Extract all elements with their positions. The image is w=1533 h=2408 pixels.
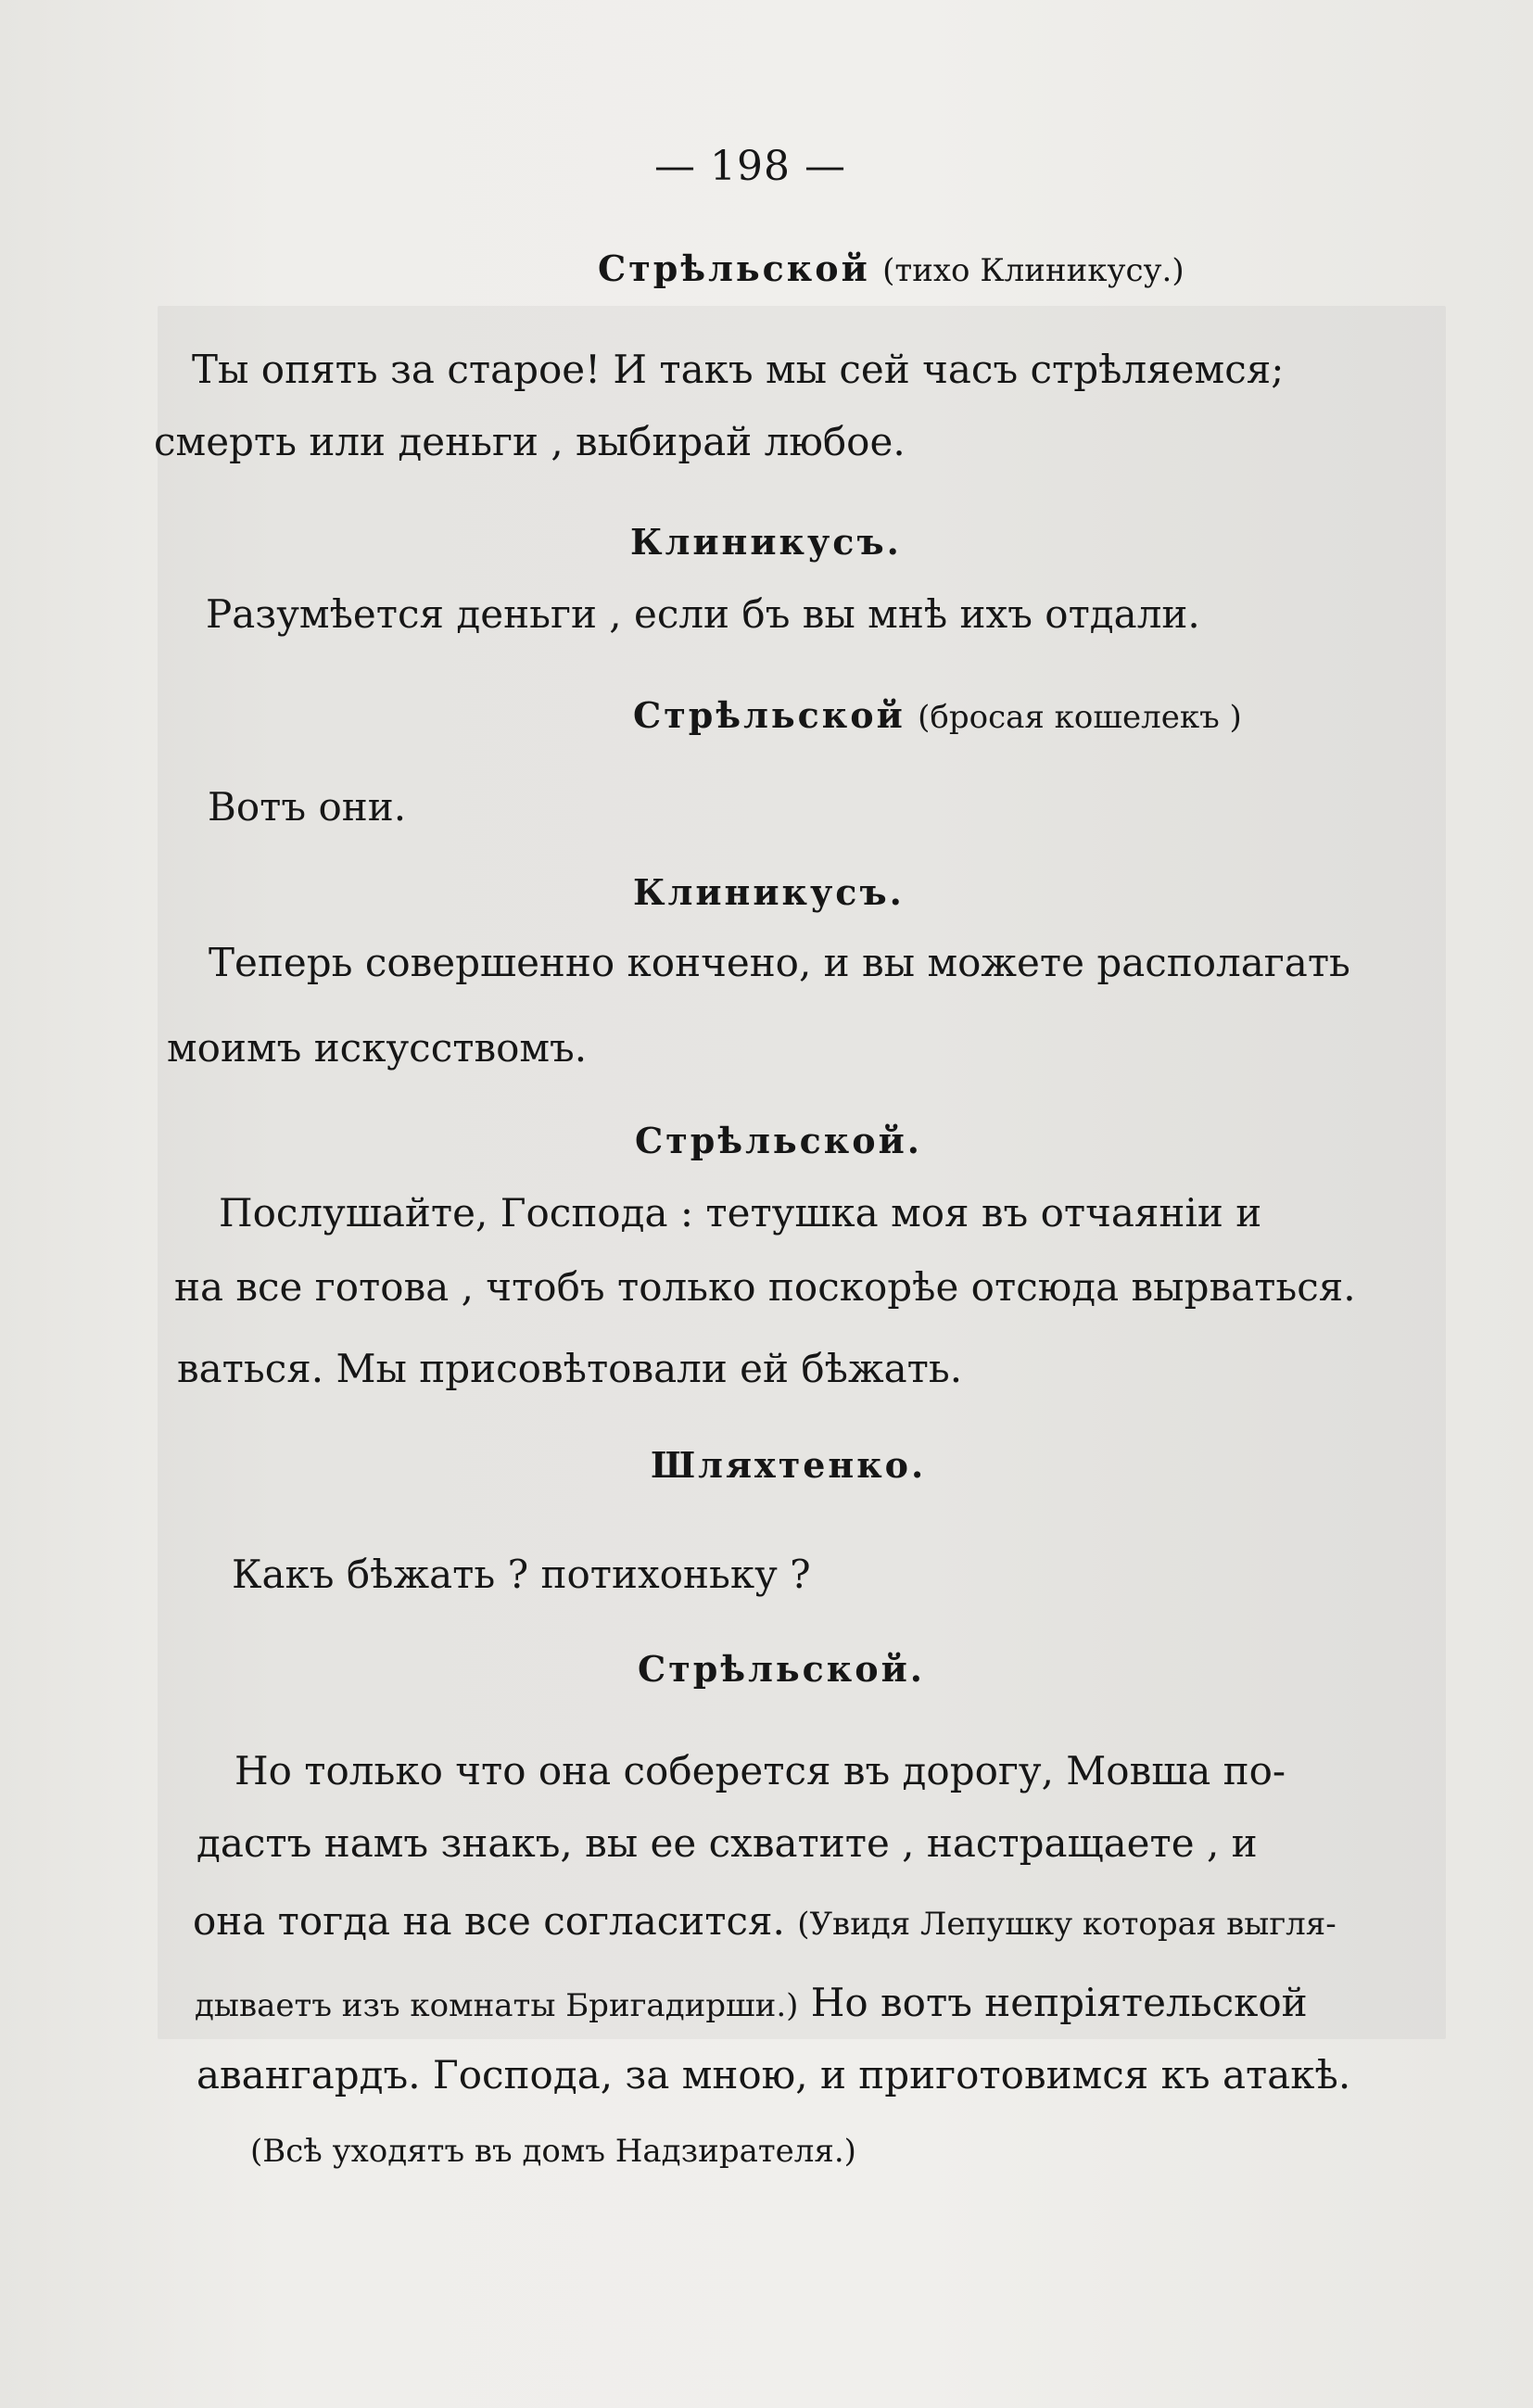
text-line: дастъ намъ знакъ, вы ее схватите , настращаете , и — [196, 1820, 1258, 1866]
text-line: Какъ бѣжать ? потихоньку ? — [232, 1552, 811, 1597]
text-line: Разумѣется деньги , если бъ вы мнѣ ихъ отдали. — [206, 591, 1200, 637]
text-line: Ты опять за старое! И такъ мы сей часъ стрѣляемся; — [192, 347, 1285, 392]
text-line: ваться. Мы присовѣтовали ей бѣжать. — [177, 1346, 963, 1391]
stage-direction: (тихо Клиникусу.) — [882, 252, 1185, 289]
text-line: Послушайте, Господа : тетушка моя въ отчаяніи и — [219, 1190, 1262, 1236]
speaker-name: Стрѣльской — [598, 247, 870, 289]
text-line — [193, 1898, 1337, 1944]
speaker-line — [598, 248, 1185, 287]
text-line: Но только что она соберется въ дорогу, Мовша по- — [234, 1748, 1286, 1793]
text-line: авангардъ. Господа, за мною, и приготовимся къ атакѣ. — [196, 2052, 1351, 2097]
text-line: Вотъ они. — [208, 784, 407, 830]
stage-direction: дываетъ изъ комнаты Бригадирши.) — [195, 1987, 799, 2024]
speaker-name: Клиникусъ. — [630, 521, 902, 563]
speaker-name: Стрѣльской. — [635, 1120, 923, 1161]
speaker-name: Стрѣльской. — [638, 1648, 926, 1690]
text-line: моимъ искусствомъ. — [167, 1025, 588, 1071]
speaker-name: Шляхтенко. — [651, 1444, 927, 1486]
speaker-name: Стрѣльской — [633, 694, 906, 736]
text-line — [195, 1980, 1308, 2025]
speaker-line — [633, 695, 1242, 734]
speaker-name: Клиникусъ. — [633, 871, 905, 913]
stage-direction: (бросая кошелекъ ) — [918, 699, 1242, 736]
stage-direction: (Всѣ уходятъ въ домъ Надзирателя.) — [250, 2133, 856, 2170]
text-line: на все готова , чтобъ только поскорѣе отсюда вырваться. — [174, 1264, 1356, 1310]
page-number: — 198 — — [654, 143, 846, 190]
line-text: она тогда на все согласится. — [193, 1898, 785, 1944]
stage-direction: (Увидя Лепушку которая выгля- — [797, 1906, 1337, 1943]
line-text: Но вотъ непріятельской — [810, 1980, 1308, 2025]
text-line: Теперь совершенно кончено, и вы можете располагать — [209, 940, 1350, 985]
text-line: смерть или деньги , выбирай любое. — [154, 419, 906, 464]
